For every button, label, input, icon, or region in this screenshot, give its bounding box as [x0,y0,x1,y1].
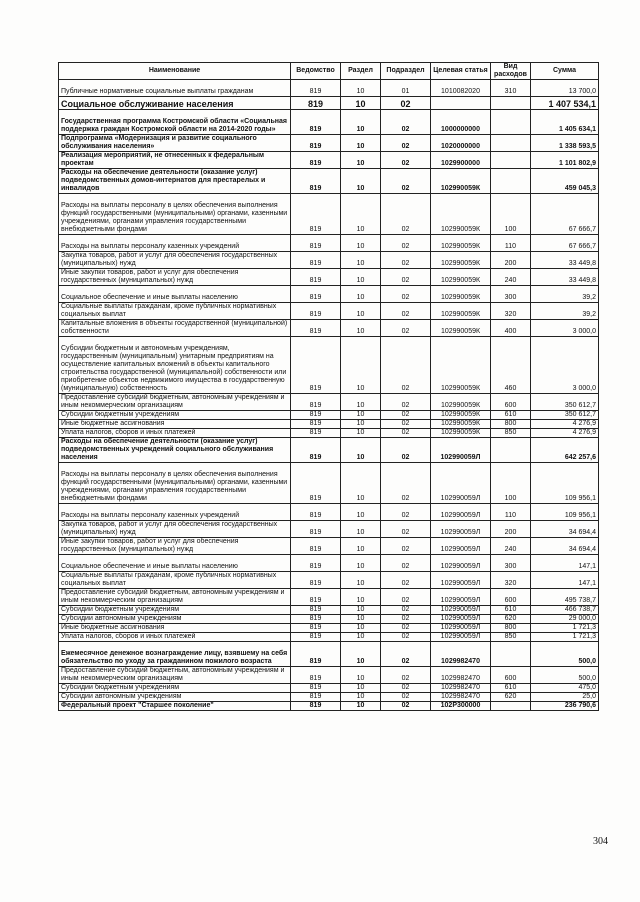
cell-name: Подпрограмма «Модернизация и развитие социального обслуживания населения» [59,135,291,152]
cell-section: 10 [341,80,381,97]
table-row [59,521,599,538]
cell-exp [491,135,531,152]
cell-section: 10 [341,269,381,286]
cell-subsection: 02 [381,555,431,572]
cell-sum: 642 257,6 [531,438,599,463]
table-row [59,194,599,235]
cell-subsection: 02 [381,633,431,642]
cell-subsection: 02 [381,693,431,702]
cell-sum: 495 738,7 [531,589,599,606]
table-row [59,303,599,320]
cell-sum: 236 790,6 [531,702,599,711]
cell-dept: 819 [291,152,341,169]
cell-target: 102990059Л [431,463,491,504]
cell-target: 102990059К [431,252,491,269]
cell-section: 10 [341,320,381,337]
table-row [59,624,599,633]
cell-dept: 819 [291,286,341,303]
cell-sum: 25,0 [531,693,599,702]
cell-subsection: 02 [381,420,431,429]
cell-dept: 819 [291,702,341,711]
cell-name: Расходы на выплаты персоналу в целях обеспечения выполнения функций государственными (муниципальными) органами, казенными учреждениями, органами управления государственными внебюджетными фондами [59,194,291,235]
cell-dept: 819 [291,337,341,394]
cell-target: 1029982470 [431,693,491,702]
cell-dept: 819 [291,235,341,252]
cell-dept: 819 [291,633,341,642]
cell-section: 10 [341,615,381,624]
cell-exp [491,169,531,194]
table-row [59,589,599,606]
cell-sum: 29 000,0 [531,615,599,624]
cell-name: Закупка товаров, работ и услуг для обеспечения государственных (муниципальных) нужд [59,252,291,269]
cell-sum: 4 276,9 [531,420,599,429]
cell-subsection: 02 [381,152,431,169]
cell-subsection: 02 [381,337,431,394]
cell-subsection: 02 [381,269,431,286]
cell-name: Субсидии бюджетным учреждениям [59,411,291,420]
table-row [59,463,599,504]
cell-exp: 300 [491,555,531,572]
cell-exp: 620 [491,615,531,624]
table-row [59,135,599,152]
cell-target: 1020000000 [431,135,491,152]
table-row [59,252,599,269]
cell-name: Субсидии автономным учреждениям [59,615,291,624]
table-body [59,80,599,711]
cell-name: Иные бюджетные ассигнования [59,624,291,633]
cell-section: 10 [341,394,381,411]
column-header-sum: Сумма [531,63,599,80]
cell-target: 102990059К [431,194,491,235]
cell-name: Предоставление субсидий бюджетным, автономным учреждениям и иным некоммерческим организациям [59,667,291,684]
cell-dept: 819 [291,642,341,667]
cell-section: 10 [341,235,381,252]
cell-sum: 109 956,1 [531,504,599,521]
cell-exp: 240 [491,538,531,555]
cell-name: Расходы на обеспечение деятельности (оказание услуг) подведомственных учреждений социального обслуживания населения [59,438,291,463]
cell-sum: 34 694,4 [531,538,599,555]
cell-subsection: 02 [381,667,431,684]
cell-exp [491,97,531,110]
cell-exp: 850 [491,633,531,642]
cell-subsection: 02 [381,135,431,152]
cell-target: 102990059Л [431,589,491,606]
cell-section: 10 [341,463,381,504]
cell-subsection: 02 [381,702,431,711]
table-row [59,152,599,169]
table-row [59,320,599,337]
table-row [59,80,599,97]
table-row [59,420,599,429]
cell-sum: 500,0 [531,642,599,667]
table-row [59,667,599,684]
cell-dept: 819 [291,521,341,538]
cell-subsection: 02 [381,320,431,337]
cell-exp: 800 [491,420,531,429]
cell-exp: 310 [491,80,531,97]
cell-section: 10 [341,152,381,169]
cell-dept: 819 [291,555,341,572]
cell-subsection: 02 [381,394,431,411]
cell-sum: 67 666,7 [531,235,599,252]
cell-name: Субсидии бюджетным и автономным учреждениям, государственным (муниципальным) унитарным предприятиям на осуществление капитальных вложений в объекты капитального строительства государственной (муниципальной) собственности или приобретение объектов недвижимого имущества в государственную (муниципальную) собственность [59,337,291,394]
cell-name: Социальные выплаты гражданам, кроме публичных нормативных социальных выплат [59,303,291,320]
cell-section: 10 [341,420,381,429]
cell-exp: 300 [491,286,531,303]
column-header-dept: Ведомство [291,63,341,80]
budget-table [58,62,599,711]
cell-exp: 610 [491,606,531,615]
cell-target: 102990059Л [431,538,491,555]
cell-sum: 13 700,0 [531,80,599,97]
cell-dept: 819 [291,320,341,337]
cell-target: 1029982470 [431,684,491,693]
table-row [59,269,599,286]
cell-target: 102990059Л [431,521,491,538]
cell-target: 1029982470 [431,667,491,684]
cell-exp: 110 [491,235,531,252]
cell-name: Уплата налогов, сборов и иных платежей [59,633,291,642]
cell-dept: 819 [291,194,341,235]
column-header-subsection: Подраздел [381,63,431,80]
table-row [59,606,599,615]
cell-name: Предоставление субсидий бюджетным, автономным учреждениям и иным некоммерческим организациям [59,589,291,606]
cell-target: 102990059Л [431,633,491,642]
cell-exp: 200 [491,252,531,269]
cell-exp: 240 [491,269,531,286]
cell-section: 10 [341,429,381,438]
cell-name: Расходы на выплаты персоналу казенных учреждений [59,504,291,521]
cell-sum: 1 101 802,9 [531,152,599,169]
table-row [59,394,599,411]
cell-name: Социальное обеспечение и иные выплаты населению [59,555,291,572]
table-header [59,63,599,80]
cell-exp: 320 [491,572,531,589]
cell-sum: 459 045,3 [531,169,599,194]
cell-sum: 39,2 [531,286,599,303]
cell-dept: 819 [291,394,341,411]
table-row [59,337,599,394]
cell-exp: 610 [491,411,531,420]
cell-subsection: 02 [381,504,431,521]
cell-exp [491,702,531,711]
cell-sum: 67 666,7 [531,194,599,235]
cell-sum: 1 407 534,1 [531,97,599,110]
cell-subsection: 02 [381,110,431,135]
cell-dept: 819 [291,438,341,463]
cell-target: 1029982470 [431,642,491,667]
cell-name: Капитальные вложения в объекты государственной (муниципальной) собственности [59,320,291,337]
cell-name: Иные закупки товаров, работ и услуг для обеспечения государственных (муниципальных) нужд [59,538,291,555]
cell-name: Закупка товаров, работ и услуг для обеспечения государственных (муниципальных) нужд [59,521,291,538]
cell-section: 10 [341,252,381,269]
cell-name: Публичные нормативные социальные выплаты гражданам [59,80,291,97]
cell-subsection: 02 [381,252,431,269]
table-row [59,97,599,110]
cell-subsection: 02 [381,194,431,235]
cell-target [431,97,491,110]
cell-subsection: 02 [381,235,431,252]
cell-exp: 800 [491,624,531,633]
table-row [59,684,599,693]
cell-section: 10 [341,110,381,135]
cell-sum: 33 449,8 [531,269,599,286]
cell-dept: 819 [291,303,341,320]
column-header-exp: Вид расходов [491,63,531,80]
cell-dept: 819 [291,667,341,684]
cell-section: 10 [341,555,381,572]
cell-dept: 819 [291,606,341,615]
cell-target: 102990059Л [431,624,491,633]
table-row [59,286,599,303]
table-row [59,693,599,702]
cell-sum: 475,0 [531,684,599,693]
cell-sum: 350 612,7 [531,411,599,420]
table-row [59,615,599,624]
cell-target: 102Р300000 [431,702,491,711]
table-row [59,642,599,667]
cell-section: 10 [341,521,381,538]
cell-exp: 600 [491,589,531,606]
cell-target: 1029900000 [431,152,491,169]
cell-exp: 110 [491,504,531,521]
cell-target: 1010082020 [431,80,491,97]
cell-section: 10 [341,97,381,110]
cell-dept: 819 [291,615,341,624]
cell-dept: 819 [291,420,341,429]
table-row [59,169,599,194]
table-row [59,555,599,572]
cell-exp [491,152,531,169]
cell-dept: 819 [291,504,341,521]
cell-sum: 466 738,7 [531,606,599,615]
cell-sum: 4 276,9 [531,429,599,438]
table-row [59,438,599,463]
cell-target: 1000000000 [431,110,491,135]
page-number: 304 [593,836,608,847]
cell-name: Государственная программа Костромской области «Социальная поддержка граждан Костромской области на 2014-2020 годы» [59,110,291,135]
cell-subsection: 02 [381,538,431,555]
cell-target: 102990059К [431,420,491,429]
cell-subsection: 02 [381,606,431,615]
cell-section: 10 [341,642,381,667]
cell-sum: 500,0 [531,667,599,684]
cell-dept: 819 [291,411,341,420]
cell-dept: 819 [291,693,341,702]
cell-sum: 147,1 [531,572,599,589]
cell-target: 102990059К [431,429,491,438]
cell-target: 102990059К [431,303,491,320]
cell-exp: 600 [491,667,531,684]
cell-section: 10 [341,411,381,420]
cell-sum: 350 612,7 [531,394,599,411]
cell-name: Уплата налогов, сборов и иных платежей [59,429,291,438]
cell-name: Расходы на выплаты персоналу казенных учреждений [59,235,291,252]
cell-dept: 819 [291,684,341,693]
cell-target: 102990059К [431,337,491,394]
cell-section: 10 [341,702,381,711]
cell-exp: 610 [491,684,531,693]
cell-subsection: 02 [381,572,431,589]
cell-section: 10 [341,633,381,642]
cell-target: 102990059К [431,269,491,286]
cell-name: Субсидии бюджетным учреждениям [59,606,291,615]
column-header-section: Раздел [341,63,381,80]
cell-name: Иные закупки товаров, работ и услуг для обеспечения государственных (муниципальных) нужд [59,269,291,286]
table-row [59,702,599,711]
cell-dept: 819 [291,97,341,110]
cell-section: 10 [341,624,381,633]
cell-name: Иные бюджетные ассигнования [59,420,291,429]
cell-subsection: 02 [381,411,431,420]
cell-exp: 320 [491,303,531,320]
cell-dept: 819 [291,169,341,194]
cell-subsection: 02 [381,97,431,110]
cell-section: 10 [341,538,381,555]
table-row [59,633,599,642]
cell-exp: 600 [491,394,531,411]
cell-name: Ежемесячное денежное вознаграждение лицу, взявшему на себя обязательство по уходу за гражданином пожилого возраста [59,642,291,667]
cell-dept: 819 [291,538,341,555]
cell-exp: 620 [491,693,531,702]
cell-section: 10 [341,337,381,394]
cell-section: 10 [341,135,381,152]
cell-section: 10 [341,303,381,320]
table-row [59,235,599,252]
cell-subsection: 02 [381,286,431,303]
cell-target: 102990059Л [431,606,491,615]
cell-target: 102990059К [431,411,491,420]
cell-subsection: 02 [381,589,431,606]
cell-target: 102990059Л [431,504,491,521]
cell-section: 10 [341,693,381,702]
header-row [59,63,599,80]
cell-dept: 819 [291,80,341,97]
cell-section: 10 [341,194,381,235]
cell-section: 10 [341,667,381,684]
column-header-target: Целевая статья [431,63,491,80]
cell-dept: 819 [291,429,341,438]
cell-exp: 460 [491,337,531,394]
cell-dept: 819 [291,624,341,633]
cell-target: 102990059Л [431,615,491,624]
cell-subsection: 02 [381,429,431,438]
cell-section: 10 [341,572,381,589]
cell-name: Реализация мероприятий, не отнесенных к федеральным проектам [59,152,291,169]
cell-subsection: 02 [381,684,431,693]
cell-target: 102990059К [431,394,491,411]
cell-name: Расходы на обеспечение деятельности (оказание услуг) подведомственных домов-интернатов для престарелых и инвалидов [59,169,291,194]
cell-sum: 3 000,0 [531,320,599,337]
cell-sum: 1 338 593,5 [531,135,599,152]
cell-sum: 1 405 634,1 [531,110,599,135]
cell-section: 10 [341,589,381,606]
cell-name: Социальное обеспечение и иные выплаты населению [59,286,291,303]
cell-section: 10 [341,438,381,463]
cell-name: Социальные выплаты гражданам, кроме публичных нормативных социальных выплат [59,572,291,589]
table-row [59,429,599,438]
cell-section: 10 [341,169,381,194]
cell-section: 10 [341,606,381,615]
cell-target: 102990059Л [431,438,491,463]
cell-sum: 3 000,0 [531,337,599,394]
cell-sum: 1 721,3 [531,624,599,633]
cell-name: Субсидии бюджетным учреждениям [59,684,291,693]
cell-section: 10 [341,684,381,693]
cell-section: 10 [341,504,381,521]
cell-sum: 39,2 [531,303,599,320]
cell-name: Федеральный проект "Старшее поколение" [59,702,291,711]
table-row [59,538,599,555]
cell-exp: 400 [491,320,531,337]
cell-exp [491,110,531,135]
cell-exp: 100 [491,194,531,235]
table-row [59,110,599,135]
cell-exp [491,438,531,463]
cell-subsection: 02 [381,642,431,667]
cell-target: 102990059К [431,286,491,303]
cell-subsection: 02 [381,463,431,504]
cell-exp: 100 [491,463,531,504]
cell-dept: 819 [291,572,341,589]
cell-dept: 819 [291,135,341,152]
cell-subsection: 02 [381,521,431,538]
cell-target: 102990059К [431,320,491,337]
cell-target: 102990059К [431,169,491,194]
cell-target: 102990059Л [431,555,491,572]
cell-dept: 819 [291,463,341,504]
cell-subsection: 02 [381,303,431,320]
table-row [59,572,599,589]
cell-sum: 147,1 [531,555,599,572]
table-row [59,504,599,521]
cell-target: 102990059К [431,235,491,252]
cell-dept: 819 [291,269,341,286]
column-header-name: Наименование [59,63,291,80]
cell-subsection: 02 [381,615,431,624]
cell-exp [491,642,531,667]
cell-name: Расходы на выплаты персоналу в целях обеспечения выполнения функций государственными (муниципальными) органами, казенными учреждениями, органами управления государственными внебюджетными фондами [59,463,291,504]
cell-name: Субсидии автономным учреждениям [59,693,291,702]
table-row [59,411,599,420]
cell-subsection: 02 [381,169,431,194]
cell-name: Предоставление субсидий бюджетным, автономным учреждениям и иным некоммерческим организациям [59,394,291,411]
cell-exp: 200 [491,521,531,538]
cell-exp: 850 [491,429,531,438]
cell-dept: 819 [291,110,341,135]
cell-subsection: 02 [381,438,431,463]
cell-sum: 33 449,8 [531,252,599,269]
cell-subsection: 02 [381,624,431,633]
cell-dept: 819 [291,252,341,269]
cell-name: Социальное обслуживание населения [59,97,291,110]
cell-target: 102990059Л [431,572,491,589]
cell-sum: 34 694,4 [531,521,599,538]
cell-sum: 109 956,1 [531,463,599,504]
cell-subsection: 01 [381,80,431,97]
cell-section: 10 [341,286,381,303]
cell-dept: 819 [291,589,341,606]
cell-sum: 1 721,3 [531,633,599,642]
